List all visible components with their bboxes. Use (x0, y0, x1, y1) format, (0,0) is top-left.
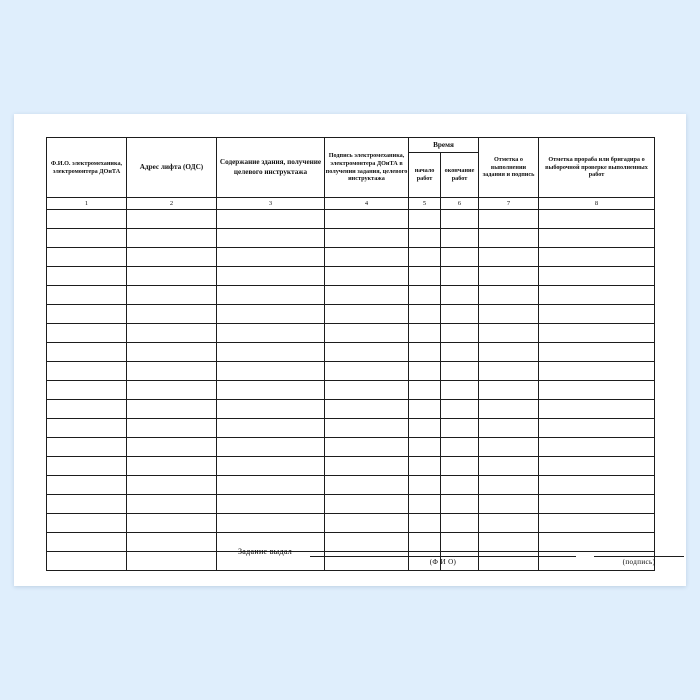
table-cell[interactable] (325, 267, 409, 286)
table-cell[interactable] (441, 248, 479, 267)
table-cell[interactable] (325, 229, 409, 248)
table-cell[interactable] (441, 438, 479, 457)
table-cell[interactable] (47, 305, 127, 324)
table-cell[interactable] (409, 495, 441, 514)
document-content (46, 137, 656, 566)
table-header-row-main (47, 138, 655, 153)
table-cell[interactable] (325, 324, 409, 343)
table-cell[interactable] (479, 210, 539, 229)
table-cell[interactable] (47, 476, 127, 495)
table-cell[interactable] (539, 514, 655, 533)
table-cell[interactable] (47, 362, 127, 381)
table-cell[interactable] (539, 210, 655, 229)
table-cell[interactable] (441, 305, 479, 324)
table-row (47, 324, 655, 343)
table-cell[interactable] (479, 305, 539, 324)
table-cell[interactable] (127, 495, 217, 514)
table-cell[interactable] (217, 438, 325, 457)
table-cell[interactable] (479, 286, 539, 305)
table-cell[interactable] (409, 286, 441, 305)
column-header-6: окончание работ (441, 153, 479, 198)
table-row (47, 438, 655, 457)
table-cell[interactable] (47, 457, 127, 476)
table-row (47, 267, 655, 286)
table-cell[interactable] (441, 324, 479, 343)
table-cell[interactable] (47, 381, 127, 400)
table-cell[interactable] (539, 248, 655, 267)
table-cell[interactable] (409, 476, 441, 495)
table-cell[interactable] (539, 381, 655, 400)
table-cell[interactable] (127, 400, 217, 419)
table-cell[interactable] (441, 400, 479, 419)
table-cell[interactable] (127, 267, 217, 286)
table-cell[interactable] (217, 476, 325, 495)
table-row (47, 343, 655, 362)
table-cell[interactable] (217, 286, 325, 305)
table-row (47, 381, 655, 400)
signature-line[interactable] (594, 556, 684, 557)
table-cell[interactable] (127, 438, 217, 457)
table-cell[interactable] (479, 343, 539, 362)
table-cell[interactable] (217, 419, 325, 438)
table-cell[interactable] (47, 267, 127, 286)
column-number-1: 1 (47, 198, 127, 210)
table-cell[interactable] (441, 495, 479, 514)
table-cell[interactable] (409, 229, 441, 248)
table-row (47, 476, 655, 495)
column-header-7: Отметка о выполнении задания и подпись (479, 138, 539, 198)
table-cell[interactable] (409, 267, 441, 286)
table-cell[interactable] (539, 400, 655, 419)
column-header-5: начало работ (409, 153, 441, 198)
table-cell[interactable] (217, 457, 325, 476)
column-number-2: 2 (127, 198, 217, 210)
table-cell[interactable] (47, 438, 127, 457)
table-cell[interactable] (217, 229, 325, 248)
table-cell[interactable] (441, 514, 479, 533)
table-cell[interactable] (127, 457, 217, 476)
table-cell[interactable] (217, 210, 325, 229)
table-cell[interactable] (479, 457, 539, 476)
table-cell[interactable] (539, 419, 655, 438)
table-cell[interactable] (409, 248, 441, 267)
table-cell[interactable] (325, 248, 409, 267)
table-cell[interactable] (47, 343, 127, 362)
table-cell[interactable] (325, 305, 409, 324)
table-cell[interactable] (539, 343, 655, 362)
table-cell[interactable] (409, 457, 441, 476)
table-row (47, 362, 655, 381)
table-cell[interactable] (539, 362, 655, 381)
table-cell[interactable] (47, 495, 127, 514)
table-cell[interactable] (479, 267, 539, 286)
table-cell[interactable] (325, 457, 409, 476)
table-cell[interactable] (127, 419, 217, 438)
table-cell[interactable] (539, 495, 655, 514)
table-cell[interactable] (409, 324, 441, 343)
table-cell[interactable] (479, 419, 539, 438)
table-cell[interactable] (217, 381, 325, 400)
table-cell[interactable] (127, 381, 217, 400)
column-number-row (47, 198, 655, 210)
table-cell[interactable] (409, 210, 441, 229)
table-cell[interactable] (325, 495, 409, 514)
table-cell[interactable] (325, 438, 409, 457)
table-row (47, 419, 655, 438)
table-row (47, 457, 655, 476)
table-cell[interactable] (479, 514, 539, 533)
signature-caption: (подпись) (622, 558, 656, 566)
table-cell[interactable] (127, 286, 217, 305)
table-row (47, 229, 655, 248)
table-cell[interactable] (479, 229, 539, 248)
column-number-3: 3 (217, 198, 325, 210)
table-cell[interactable] (127, 248, 217, 267)
table-cell[interactable] (47, 419, 127, 438)
table-cell[interactable] (479, 495, 539, 514)
table-cell[interactable] (217, 362, 325, 381)
table-cell[interactable] (127, 343, 217, 362)
table-cell[interactable] (325, 419, 409, 438)
table-row (47, 514, 655, 533)
table-cell[interactable] (409, 362, 441, 381)
table-cell[interactable] (539, 229, 655, 248)
column-header-4: Подпись электромеханика, электромонтера ДОиТА в получении задания, целевого инструктажа (325, 138, 409, 198)
table-cell[interactable] (479, 248, 539, 267)
table-cell[interactable] (127, 476, 217, 495)
table-cell[interactable] (409, 514, 441, 533)
table-cell[interactable] (479, 476, 539, 495)
column-number-7: 7 (479, 198, 539, 210)
table-cell[interactable] (325, 362, 409, 381)
table-row (47, 495, 655, 514)
document-sheet (14, 114, 686, 586)
table-cell[interactable] (217, 514, 325, 533)
table-row (47, 305, 655, 324)
table-cell[interactable] (47, 514, 127, 533)
table-row (47, 248, 655, 267)
table-cell[interactable] (127, 324, 217, 343)
table-cell[interactable] (127, 305, 217, 324)
table-row (47, 400, 655, 419)
footer-signature-area (78, 541, 686, 581)
table-cell[interactable] (325, 210, 409, 229)
table-cell[interactable] (479, 438, 539, 457)
assigned-by-label: Задание выдал (238, 547, 293, 556)
table-cell[interactable] (217, 400, 325, 419)
table-cell[interactable] (441, 457, 479, 476)
table-cell[interactable] (127, 229, 217, 248)
column-header-1: Ф.И.О. электромеханика, электромонтера ДОиТА (47, 138, 127, 198)
table-cell[interactable] (539, 476, 655, 495)
column-number-8: 8 (539, 198, 655, 210)
table-cell[interactable] (47, 400, 127, 419)
table-cell[interactable] (441, 286, 479, 305)
journal-body (47, 210, 655, 571)
table-cell[interactable] (217, 495, 325, 514)
table-row (47, 286, 655, 305)
fio-caption: (Ф И О) (429, 558, 457, 566)
table-cell[interactable] (409, 305, 441, 324)
table-cell[interactable] (127, 514, 217, 533)
table-cell[interactable] (539, 324, 655, 343)
table-cell[interactable] (47, 248, 127, 267)
table-cell[interactable] (127, 362, 217, 381)
table-cell[interactable] (441, 419, 479, 438)
table-cell[interactable] (325, 286, 409, 305)
table-cell[interactable] (217, 248, 325, 267)
table-cell[interactable] (479, 381, 539, 400)
table-cell[interactable] (409, 381, 441, 400)
table-cell[interactable] (409, 343, 441, 362)
table-cell[interactable] (539, 267, 655, 286)
table-cell[interactable] (217, 305, 325, 324)
table-cell[interactable] (409, 438, 441, 457)
table-cell[interactable] (47, 229, 127, 248)
table-cell[interactable] (47, 286, 127, 305)
column-header-8: Отметка прораба или бригадира о выборочной проверке выполненных работ (539, 138, 655, 198)
table-cell[interactable] (441, 267, 479, 286)
table-cell[interactable] (441, 381, 479, 400)
table-cell[interactable] (325, 514, 409, 533)
table-cell[interactable] (479, 324, 539, 343)
table-cell[interactable] (409, 419, 441, 438)
table-cell[interactable] (217, 267, 325, 286)
table-row (47, 210, 655, 229)
column-number-4: 4 (325, 198, 409, 210)
table-cell[interactable] (217, 324, 325, 343)
table-cell[interactable] (217, 343, 325, 362)
column-number-5: 5 (409, 198, 441, 210)
assigned-by-line[interactable] (310, 556, 576, 557)
table-cell[interactable] (441, 343, 479, 362)
column-header-3: Содержание здания, получение целевого инструктажа (217, 138, 325, 198)
table-cell[interactable] (479, 362, 539, 381)
table-cell[interactable] (325, 381, 409, 400)
table-cell[interactable] (325, 400, 409, 419)
table-cell[interactable] (47, 210, 127, 229)
table-cell[interactable] (409, 400, 441, 419)
table-cell[interactable] (47, 324, 127, 343)
table-cell[interactable] (539, 438, 655, 457)
table-cell[interactable] (539, 305, 655, 324)
table-cell[interactable] (441, 229, 479, 248)
table-cell[interactable] (441, 476, 479, 495)
table-cell[interactable] (441, 362, 479, 381)
column-header-2: Адрес лифта (ОДС) (127, 138, 217, 198)
table-cell[interactable] (127, 210, 217, 229)
column-number-6: 6 (441, 198, 479, 210)
table-cell[interactable] (479, 400, 539, 419)
table-cell[interactable] (539, 457, 655, 476)
table-cell[interactable] (539, 286, 655, 305)
column-header-group-time: Время (409, 138, 479, 153)
table-cell[interactable] (441, 210, 479, 229)
journal-table (46, 137, 655, 571)
table-cell[interactable] (325, 476, 409, 495)
table-cell[interactable] (325, 343, 409, 362)
